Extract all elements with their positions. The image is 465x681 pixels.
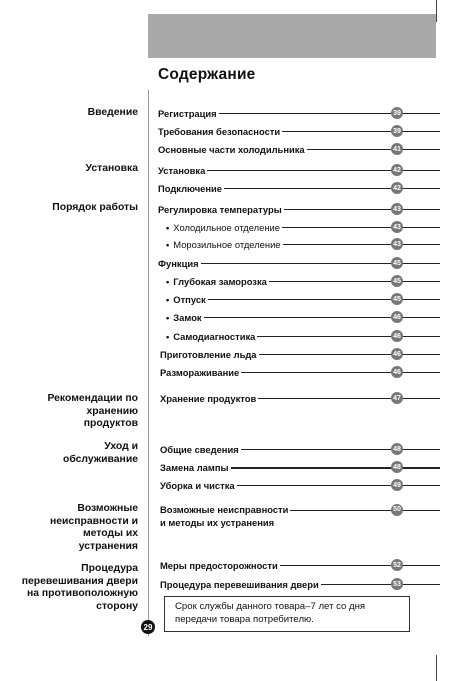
page-badge: 46 <box>391 311 403 323</box>
toc-entry-fridge-compartment[interactable]: • Холодильное отделение 43 <box>166 220 440 234</box>
toc-entry-cleaning[interactable]: Уборка и чистка 49 <box>160 478 440 492</box>
page-badge: 39 <box>391 107 403 119</box>
toc-entry-main-parts[interactable]: Основные части холодильника 41 <box>158 142 440 156</box>
service-life-notice: Срок службы данного товара–7 лет со дня передачи товара потребителю. <box>164 596 410 632</box>
page-badge: 46 <box>391 348 403 360</box>
toc-entry-food-storage[interactable]: Хранение продуктов 47 <box>160 391 440 405</box>
toc-entry-temperature[interactable]: Регулировка температуры 43 <box>158 202 440 216</box>
toc-entry-defrosting[interactable]: Размораживание 46 <box>160 365 440 379</box>
toc-entry-troubleshooting[interactable]: Возможные неисправности и методы их устранения 50 <box>160 504 440 529</box>
page-badge: 48 <box>391 461 403 473</box>
toc-entry-door-reversal[interactable]: Процедура перевешивания двери 53 <box>160 577 440 591</box>
section-operation: Порядок работы <box>52 202 138 213</box>
page-badge: 42 <box>391 182 403 194</box>
toc-entry-ice-making[interactable]: Приготовление льда 46 <box>160 347 440 361</box>
toc-entry-freezer-compartment[interactable]: • Морозильное отделение 43 <box>166 237 440 251</box>
header-band <box>148 14 436 58</box>
page-title: Содержание <box>158 66 256 83</box>
page-badge: 47 <box>391 392 403 404</box>
page-badge: 45 <box>391 275 403 287</box>
toc-entry-deep-freeze[interactable]: • Глубокая заморозка 45 <box>166 274 440 288</box>
toc-entry-lock[interactable]: • Замок 46 <box>166 310 440 324</box>
page-badge: 46 <box>391 366 403 378</box>
toc-entry-general-info[interactable]: Общие сведения 48 <box>160 442 440 456</box>
page-badge: 53 <box>391 578 403 590</box>
page-badge: 48 <box>391 443 403 455</box>
page-badge: 42 <box>391 164 403 176</box>
section-install: Установка <box>85 163 138 174</box>
toc-entry-safety[interactable]: Требования безопасности 39 <box>158 124 440 138</box>
section-storage: Рекомендации по хранению продуктов <box>47 393 138 429</box>
toc-entry-connection[interactable]: Подключение 42 <box>158 181 440 195</box>
page-badge: 41 <box>391 143 403 155</box>
page-badge: 50 <box>391 504 403 516</box>
trim-mark-bottom <box>436 655 437 681</box>
section-door: Процедура перевешивания двери на противоположную сторону <box>21 563 138 612</box>
page-badge: 52 <box>391 559 403 571</box>
page-badge: 43 <box>391 221 403 233</box>
page-badge: 43 <box>391 203 403 215</box>
page-badge: 45 <box>391 293 403 305</box>
toc-entry-vacation[interactable]: • Отпуск 45 <box>166 292 440 306</box>
page-number-badge: 29 <box>141 620 155 634</box>
section-faults: Возможные неисправности и методы их устранения <box>49 503 138 552</box>
page-badge: 46 <box>391 330 403 342</box>
page-badge: 49 <box>391 479 403 491</box>
trim-mark-top <box>436 0 437 22</box>
column-divider <box>148 90 149 636</box>
page-badge: 45 <box>391 257 403 269</box>
page-badge: 39 <box>391 125 403 137</box>
toc-entry-installation[interactable]: Установка 42 <box>158 163 440 177</box>
section-intro: Введение <box>87 107 138 118</box>
toc-entry-function[interactable]: Функция 45 <box>158 256 440 270</box>
toc-entry-self-diagnosis[interactable]: • Самодиагностика 46 <box>166 329 440 343</box>
toc-entry-lamp-replacement[interactable]: Замена лампы 48 <box>160 460 440 474</box>
page-badge: 43 <box>391 238 403 250</box>
toc-entry-precautions[interactable]: Меры предосторожности 52 <box>160 558 440 572</box>
section-care: Уход и обслуживание <box>62 441 138 465</box>
toc-entry-registration[interactable]: Регистрация 39 <box>158 106 440 120</box>
